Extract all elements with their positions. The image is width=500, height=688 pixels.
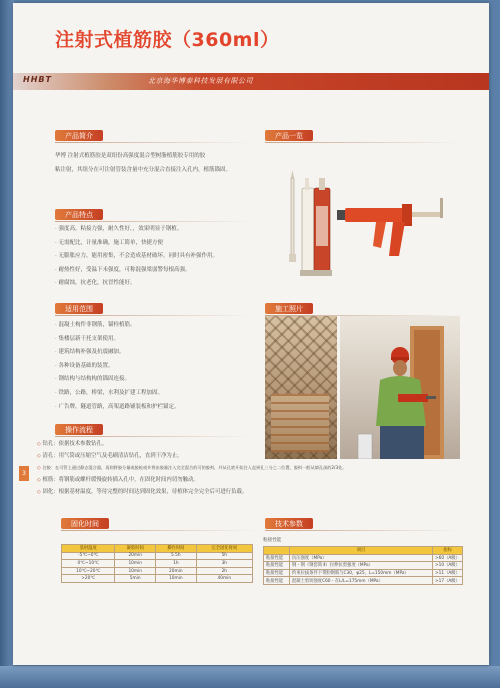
table-cell: 粘接性能 <box>264 562 290 570</box>
column-header: 指标 <box>433 547 463 555</box>
operation-step: ◇ 固化：根据基材温度，等待完整的时间达到固化效果，待植体完全完全后可进行负载。 <box>37 486 477 498</box>
application-item: · 各种设备基础的装置。 <box>55 360 260 374</box>
intro-line: 华博 注射式植筋胶是双组份高强度混合型树脂植筋胶专用的胶 <box>55 153 206 159</box>
feature-item: · 无膨胀应力，能用密集，不会造成基材破坏，同时具有补强作用。 <box>55 250 260 264</box>
table-cell: >20℃ <box>62 575 115 583</box>
feature-item: · 耐热性好，受温下未强度，可称混强梁弱警每根高强。 <box>55 264 260 278</box>
brand-bar <box>13 73 489 90</box>
table-row <box>264 577 463 585</box>
table-header-row <box>62 545 253 553</box>
table-cell: 混凝土剪切强度C60 - 在L/L=175mm（MPa） <box>290 577 433 585</box>
page-title: 注射式植筋胶（360ml） <box>55 29 280 51</box>
page-number: 3 <box>19 466 29 481</box>
table-cell: 1h <box>156 560 197 568</box>
features-heading: 产品特点 <box>55 209 103 220</box>
product-photo-heading: 产品一览 <box>265 130 313 141</box>
intro-line: 粘注射，其组分在可注射管装含量中充分混合直接注入孔内，植筋锚固。 <box>55 167 232 173</box>
mixer-nozzle-icon <box>289 170 296 262</box>
feature-item: · 无需配比，计量准确，施工简单，快捷方便 <box>55 237 260 251</box>
application-item: · 广告牌，隧道管路，高架道路铺装板和护栏锚定。 <box>55 401 260 415</box>
table-cell: 10min <box>115 560 156 568</box>
column-header: 完全固化时间 <box>196 545 252 553</box>
cure-time-heading: 固化时间 <box>61 518 109 529</box>
table-cell: 10min <box>156 575 197 583</box>
table-row <box>264 562 463 570</box>
features-list <box>55 223 260 291</box>
table-cell: 20min <box>115 552 156 560</box>
table-cell: 5.5h <box>156 552 197 560</box>
table-header-row <box>264 547 463 555</box>
table-row <box>62 575 253 583</box>
company-name: 北京海华博泰科技发展有限公司 <box>148 77 253 85</box>
dispensing-gun-icon <box>337 198 443 256</box>
brand-code: HHBT <box>23 75 52 84</box>
table-cell: 10℃~20℃ <box>62 567 115 575</box>
table-cell: 抗压强度（MPa） <box>290 554 433 562</box>
table-cell: 3h <box>196 560 252 568</box>
feature-item: · 耐腐蚀，抗老化，抗冒性能好。 <box>55 277 260 291</box>
table-cell: >60（A级） <box>433 554 463 562</box>
table-row <box>62 560 253 568</box>
feature-item: · 强度高，粘接力强，耐久性好，，效果明显于钢植。 <box>55 223 260 237</box>
applications-list <box>55 319 260 414</box>
table-cell: >11（A级） <box>433 569 463 577</box>
cartridge-icon <box>300 178 332 276</box>
table-cell: 40min <box>196 575 252 583</box>
intro-heading: 产品简介 <box>55 130 103 141</box>
column-header <box>264 547 290 555</box>
table-cell: >17（A级） <box>433 577 463 585</box>
table-cell: 10min <box>115 567 156 575</box>
column-header: 凝胶时间 <box>115 545 156 553</box>
table-row <box>62 567 253 575</box>
table-cell: 约束拉拔条件下带肋钢筋与C30，φ25，L=150mm（MPa） <box>290 569 433 577</box>
operation-step: ◇ 植筋：将钢筋或螺杆缓慢旋转插入孔中，在固化时间内切勿触动。 <box>37 474 477 486</box>
table-cell: 0℃~10℃ <box>62 560 115 568</box>
tech-subheading: 粘接性能 <box>263 538 282 543</box>
site-photos-heading: 施工照片 <box>265 303 313 314</box>
applications-heading: 适用范围 <box>55 303 103 314</box>
column-header: 基材温度 <box>62 545 115 553</box>
table-cell: 粘接性能 <box>264 569 290 577</box>
table-cell: 20min <box>156 567 197 575</box>
column-header: 项目 <box>290 547 433 555</box>
application-item: · 混凝土构件非钢筋，锚栓植筋。 <box>55 319 260 333</box>
tech-table <box>263 546 463 585</box>
table-row <box>264 569 463 577</box>
table-cell: 5min <box>115 575 156 583</box>
table-row <box>264 554 463 562</box>
product-photo <box>265 158 455 298</box>
application-item: · 集楼层新干托支架使用。 <box>55 333 260 347</box>
table-cell: 2h <box>196 567 252 575</box>
operation-heading: 操作流程 <box>55 424 103 435</box>
operation-step: ◇ 钻孔：依据技术参数钻孔。 <box>37 438 477 450</box>
scan-edge-left <box>0 0 14 688</box>
table-cell: -5℃~0℃ <box>62 552 115 560</box>
brochure-page <box>13 3 489 665</box>
application-item: · 铁路，公路，桥梁，水利及扩建工程加固。 <box>55 387 260 401</box>
cure-time-table <box>61 544 253 583</box>
table-cell: 粘接性能 <box>264 577 290 585</box>
table-cell: 5h <box>196 552 252 560</box>
operation-steps <box>37 438 477 498</box>
application-item: · 建筑结构补强及抗震融加。 <box>55 346 260 360</box>
table-cell: >10（A级） <box>433 562 463 570</box>
intro-text <box>55 149 255 177</box>
operation-step: ◇ 注胶：在可管上通过静态混合器，再则将胶分量或胶枪或并将由胶量注入完全混合的可的胶料，并从孔底开始注入直到孔三分之二位置，胶料一般从填孔深的2/3处。 <box>37 462 477 474</box>
table-row <box>62 552 253 560</box>
table-cell: 粘接性能 <box>264 554 290 562</box>
application-item: · 钢结构与结构构的锚固连接。 <box>55 373 260 387</box>
table-cell: 钢 - 钢（钢套筒 Ⅱ）拉伸抗剪强度（MPa） <box>290 562 433 570</box>
scan-edge-bottom <box>0 666 500 688</box>
column-header: 操作时间 <box>156 545 197 553</box>
tech-heading: 技术参数 <box>265 518 313 529</box>
operation-step: ◇ 清孔：用气筒或压缩空气及毛刷清洁钻孔，直到干净为止。 <box>37 450 477 462</box>
